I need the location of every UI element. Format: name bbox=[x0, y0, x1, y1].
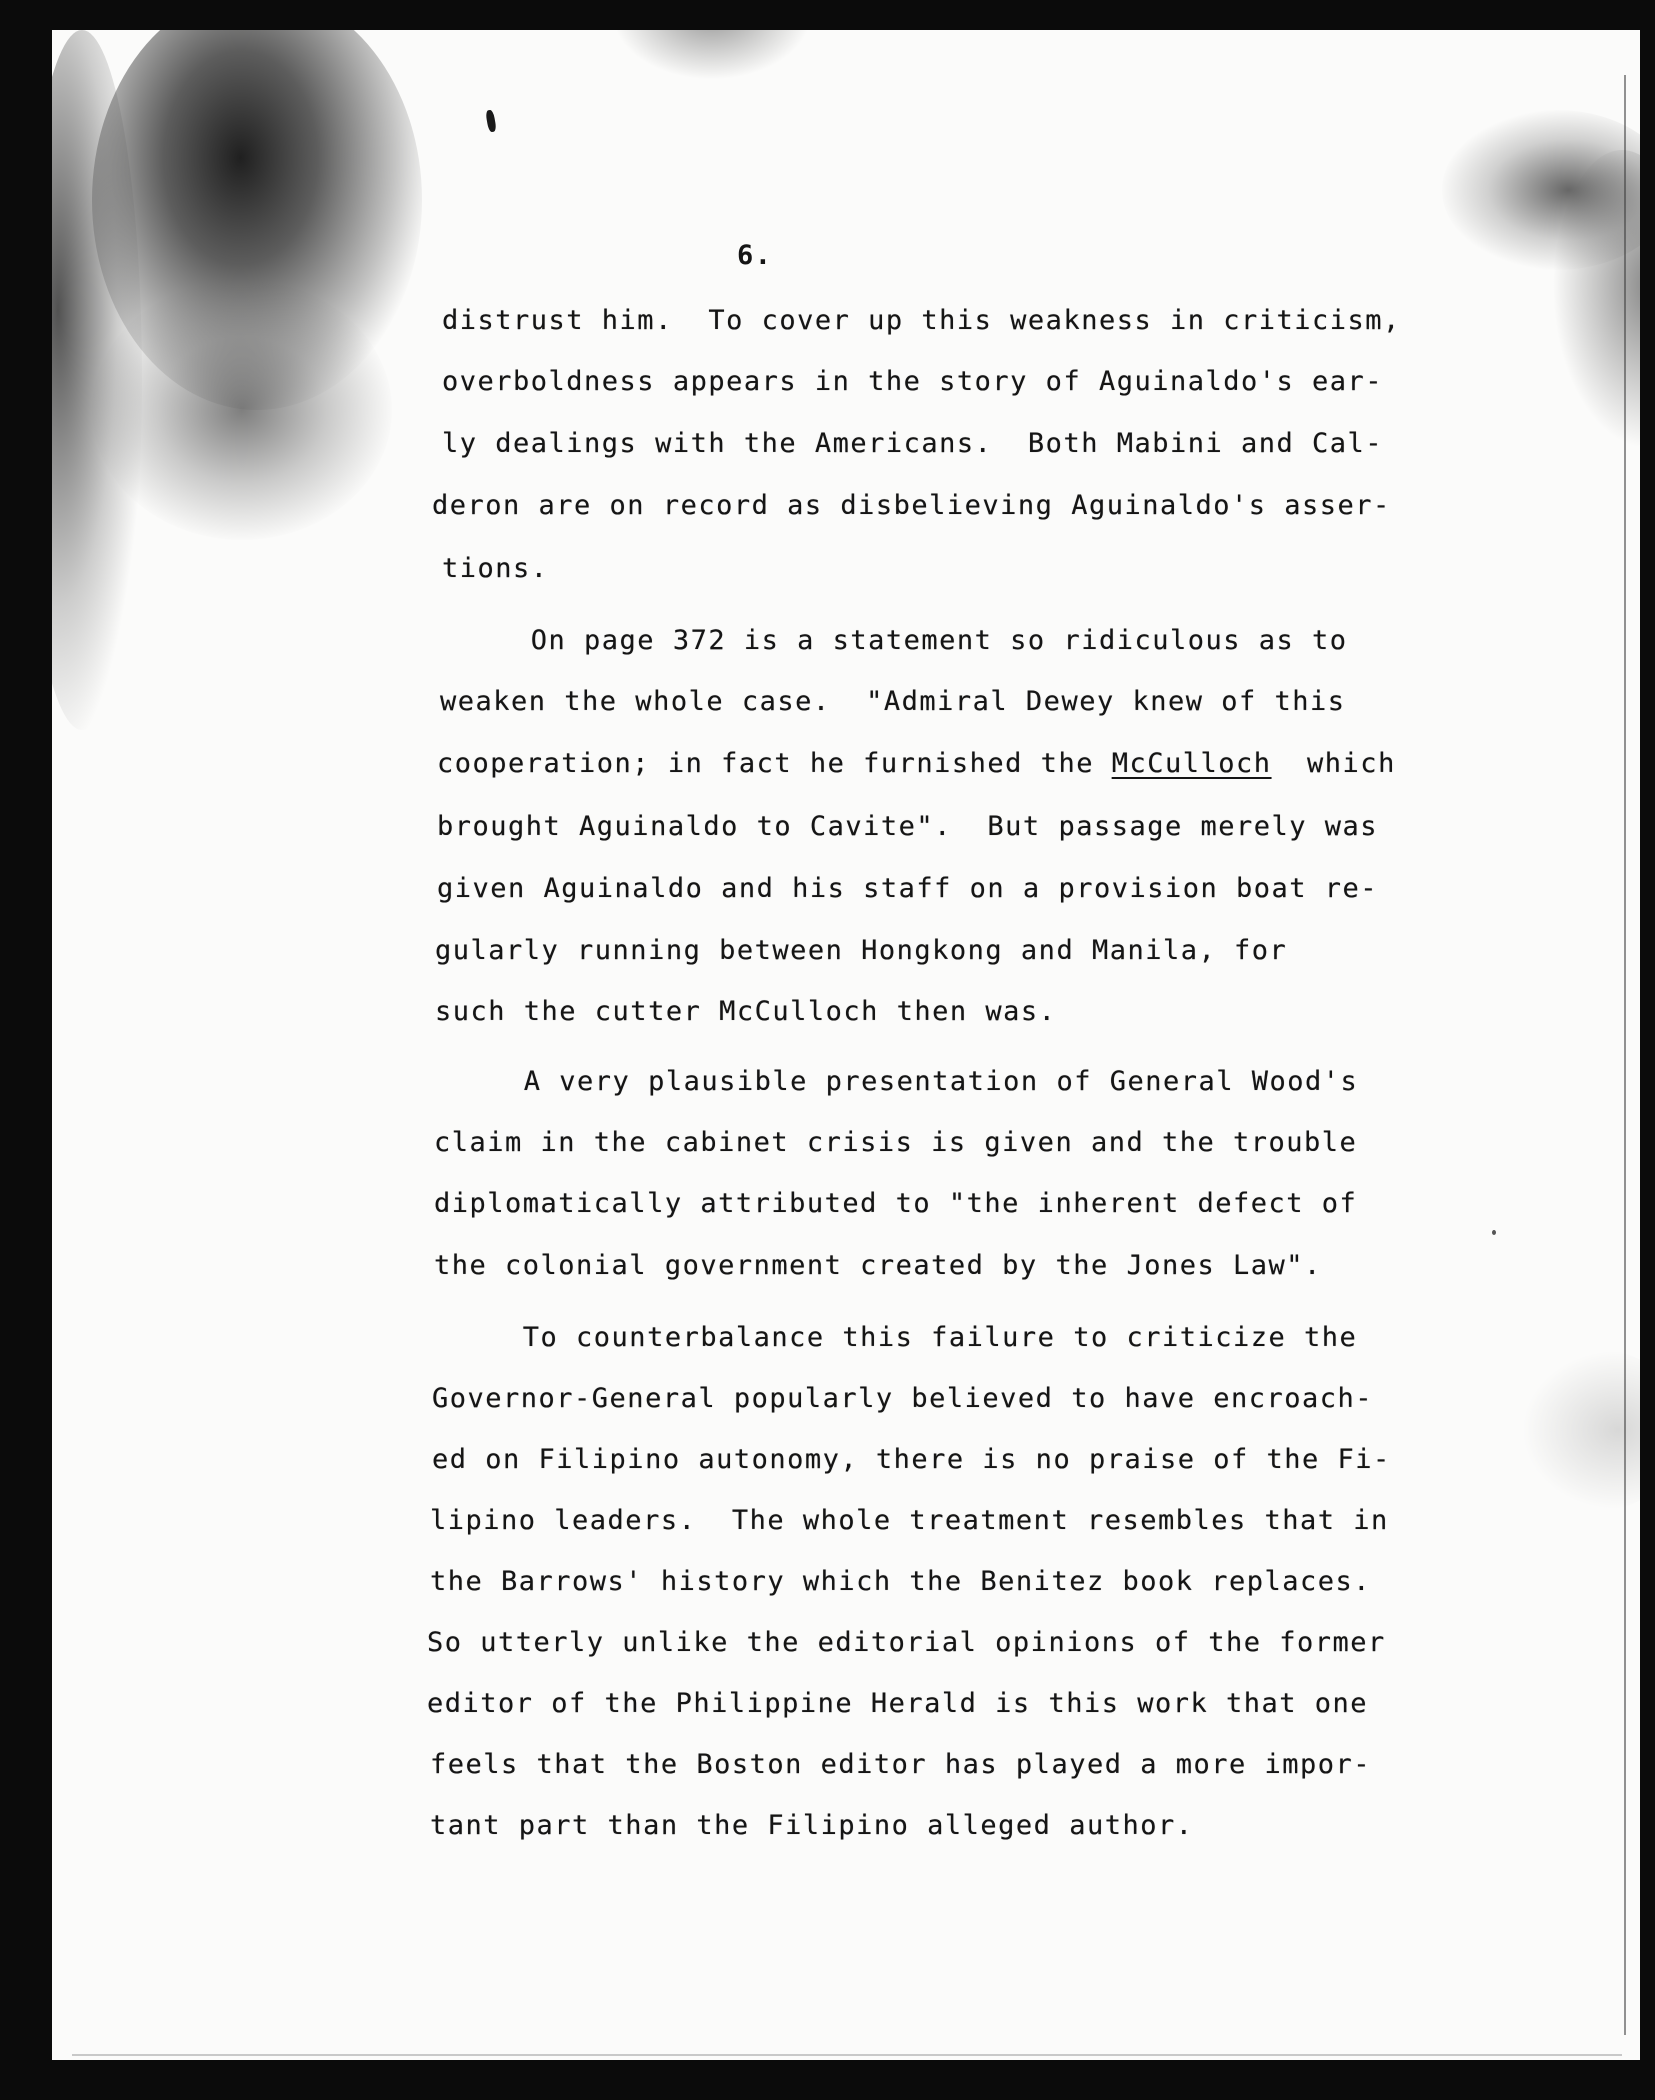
underlined-ship-name: McCulloch bbox=[1111, 748, 1272, 779]
text-line: Governor-General popularly believed to have encroach- bbox=[432, 1383, 1374, 1414]
text-line: claim in the cabinet crisis is given and the trouble bbox=[434, 1127, 1358, 1158]
text-line: tions. bbox=[442, 553, 549, 584]
text-line: tant part than the Filipino alleged author. bbox=[430, 1810, 1194, 1841]
text-line: lipino leaders. The whole treatment resembles that in bbox=[430, 1505, 1389, 1536]
text-line: gularly running between Hongkong and Manila, for bbox=[435, 935, 1288, 966]
text-segment: cooperation; in fact he furnished the bbox=[437, 748, 1112, 779]
text-line: On page 372 is a statement so ridiculous as to bbox=[442, 625, 1348, 656]
text-line: ed on Filipino autonomy, there is no praise of the Fi- bbox=[432, 1444, 1391, 1475]
text-line: editor of the Philippine Herald is this work that one bbox=[427, 1688, 1369, 1719]
text-line: weaken the whole case. "Admiral Dewey knew of this bbox=[440, 686, 1346, 717]
text-line: A very plausible presentation of General Wood's bbox=[435, 1066, 1359, 1097]
typewritten-page bbox=[52, 30, 1640, 2060]
text-segment: which bbox=[1271, 748, 1396, 779]
text-line-with-underline bbox=[437, 748, 1396, 779]
typed-body bbox=[52, 30, 1640, 2060]
text-line: diplomatically attributed to "the inherent defect of bbox=[434, 1188, 1358, 1219]
text-line: So utterly unlike the editorial opinions of the former bbox=[427, 1627, 1386, 1658]
text-line: feels that the Boston editor has played a more impor- bbox=[430, 1749, 1372, 1780]
text-line: deron are on record as disbelieving Aguinaldo's asser- bbox=[432, 490, 1391, 521]
text-line: ly dealings with the Americans. Both Mabini and Cal- bbox=[442, 428, 1384, 459]
text-line: To counterbalance this failure to criticize the bbox=[434, 1322, 1358, 1353]
text-line: brought Aguinaldo to Cavite". But passage merely was bbox=[437, 811, 1379, 842]
text-line: such the cutter McCulloch then was. bbox=[435, 996, 1057, 1027]
text-line: distrust him. To cover up this weakness in criticism, bbox=[442, 305, 1401, 336]
text-line: given Aguinaldo and his staff on a provision boat re- bbox=[437, 873, 1379, 904]
text-line: overboldness appears in the story of Aguinaldo's ear- bbox=[442, 366, 1384, 397]
page-number: 6. bbox=[737, 240, 773, 271]
text-line: the Barrows' history which the Benitez book replaces. bbox=[430, 1566, 1372, 1597]
text-line: the colonial government created by the Jones Law". bbox=[434, 1250, 1322, 1281]
